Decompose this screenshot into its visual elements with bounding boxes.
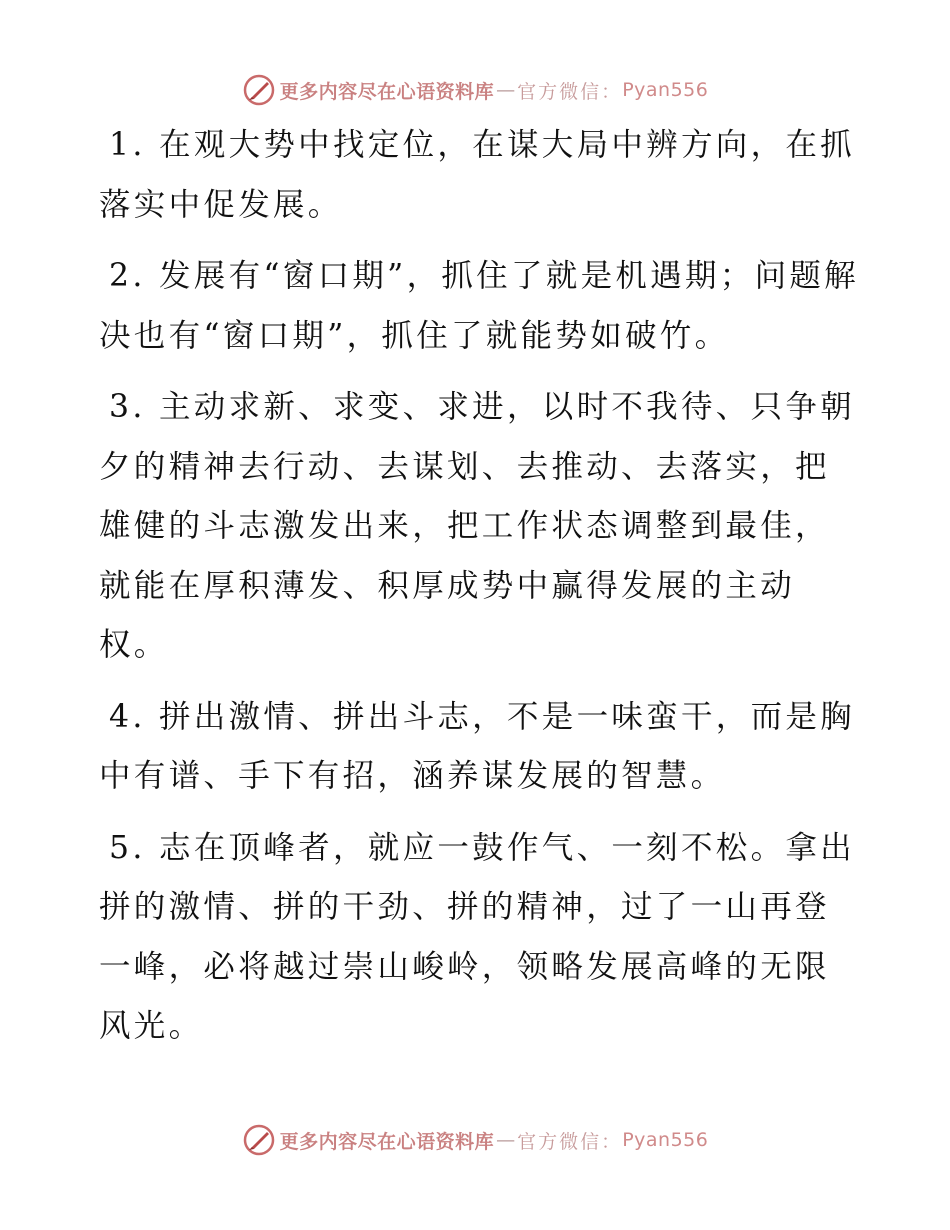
watermark-dash: — bbox=[496, 79, 516, 101]
quill-logo-icon bbox=[242, 73, 276, 107]
paragraph-1: 1. 在观大势中找定位，在谋大局中辨方向，在抓落实中促发展。 bbox=[99, 127, 855, 223]
paragraph-2: 2. 发展有“窗口期”，抓住了就是机遇期；问题解决也有“窗口期”，抓住了就能势如破竹。 bbox=[99, 258, 859, 354]
quill-logo-icon bbox=[242, 1123, 276, 1157]
watermark-main-text: 更多内容尽在心语资料库 bbox=[279, 1130, 495, 1153]
document-body bbox=[99, 116, 859, 1069]
watermark-wechat-id: Pyan556 bbox=[622, 79, 709, 101]
paragraph-4: 4. 拼出激情、拼出斗志，不是一味蛮干，而是胸中有谱、手下有招，涵养谋发展的智慧。 bbox=[99, 698, 855, 794]
paragraph-3: 3. 主动求新、求变、求进，以时不我待、只争朝夕的精神去行动、去谋划、去推动、去落实，把雄健的斗志激发出来，把工作状态调整到最佳，就能在厚积薄发、积厚成势中赢得发展的主动权。 bbox=[99, 389, 855, 663]
paragraph-5: 5. 志在顶峰者，就应一鼓作气、一刻不松。拿出拼的激情、拼的干劲、拼的精神，过了一山再登一峰，必将越过崇山峻岭，领略发展高峰的无限风光。 bbox=[99, 829, 855, 1044]
watermark-wechat-id: Pyan556 bbox=[622, 1129, 709, 1151]
footer-watermark bbox=[0, 1120, 950, 1160]
watermark-main-text: 更多内容尽在心语资料库 bbox=[279, 80, 495, 103]
watermark-sub-text: 官方微信： bbox=[517, 80, 623, 103]
watermark-dash: — bbox=[496, 1129, 516, 1151]
watermark-sub-text: 官方微信： bbox=[517, 1130, 623, 1153]
header-watermark bbox=[0, 70, 950, 110]
